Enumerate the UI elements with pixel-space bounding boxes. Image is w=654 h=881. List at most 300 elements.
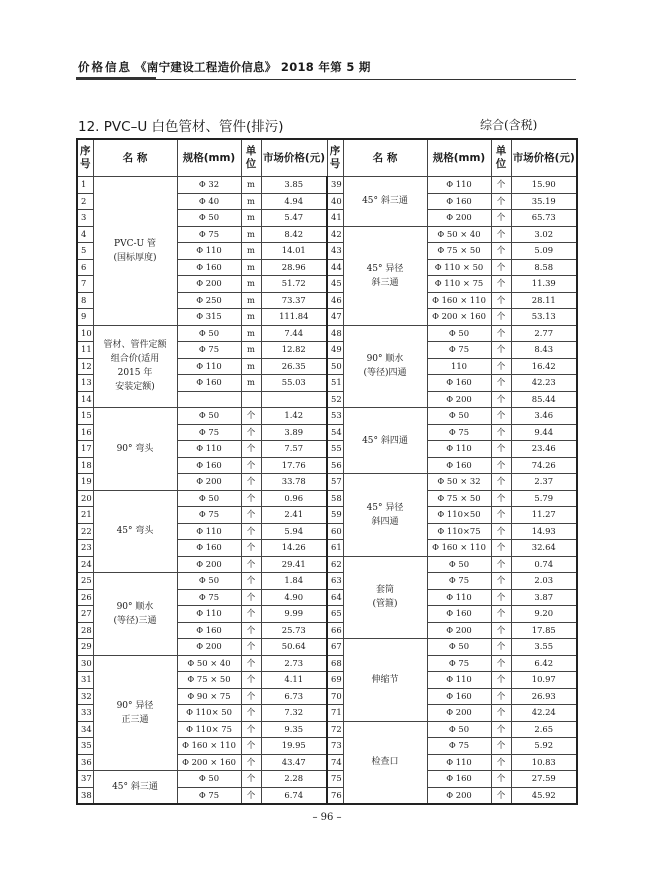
unit-cell: 个 (241, 606, 261, 623)
unit-cell: m (241, 309, 261, 326)
price-cell: 5.94 (261, 523, 327, 540)
price-cell: 65.73 (511, 210, 577, 227)
price-cell: 7.32 (261, 705, 327, 722)
unit-cell: 个 (491, 589, 511, 606)
unit-cell: 个 (491, 243, 511, 260)
col-price: 市场价格(元) (261, 139, 327, 177)
spec-cell: Φ 75 (427, 573, 491, 590)
spec-cell: Φ 110 (177, 358, 241, 375)
item-name (343, 474, 427, 557)
price-cell: 26.35 (261, 358, 327, 375)
unit-cell: 个 (491, 606, 511, 623)
item-name-line: 套筒 (375, 585, 394, 596)
unit-cell: 个 (241, 523, 261, 540)
price-cell: 6.73 (261, 688, 327, 705)
col-seq: 序号 (77, 139, 93, 177)
item-name (343, 325, 427, 408)
section-title: 12. PVC–U 白色管材、管件(排污) (78, 119, 284, 135)
spec-cell: Φ 160 (177, 540, 241, 557)
price-cell: 14.01 (261, 243, 327, 260)
spec-cell: Φ 110 (427, 441, 491, 458)
seq-cell: 62 (327, 556, 343, 573)
item-name-line: (等径)三通 (113, 615, 157, 626)
seq-cell: 63 (327, 573, 343, 590)
unit-cell: 个 (491, 177, 511, 194)
unit-cell: 个 (241, 490, 261, 507)
seq-cell: 35 (77, 738, 93, 755)
seq-cell: 57 (327, 474, 343, 491)
unit-cell: 个 (241, 507, 261, 524)
table-row (77, 325, 577, 342)
unit-cell: m (241, 177, 261, 194)
item-name-line: 90° 顺水 (366, 354, 404, 365)
seq-cell: 28 (77, 622, 93, 639)
seq-cell: 39 (327, 177, 343, 194)
item-name-line: (国标厚度) (113, 252, 157, 263)
spec-cell: Φ 50 × 40 (427, 226, 491, 243)
item-name (343, 177, 427, 227)
spec-cell: Φ 160 (177, 457, 241, 474)
spec-cell: Φ 160 (177, 622, 241, 639)
price-cell: 8.58 (511, 259, 577, 276)
seq-cell: 56 (327, 457, 343, 474)
seq-cell: 61 (327, 540, 343, 557)
seq-cell: 76 (327, 787, 343, 804)
unit-cell: 个 (241, 408, 261, 425)
seq-cell: 64 (327, 589, 343, 606)
price-cell: 9.44 (511, 424, 577, 441)
price-cell: 3.85 (261, 177, 327, 194)
price-cell: 2.03 (511, 573, 577, 590)
seq-cell: 11 (77, 342, 93, 359)
spec-cell: Φ 50 (177, 771, 241, 788)
unit-cell: 个 (241, 738, 261, 755)
item-name-line: (等径)四通 (363, 368, 407, 379)
spec-cell: Φ 200 (177, 276, 241, 293)
price-cell: 9.35 (261, 721, 327, 738)
unit-cell: 个 (241, 556, 261, 573)
seq-cell: 67 (327, 639, 343, 656)
seq-cell: 4 (77, 226, 93, 243)
spec-cell: Φ 160 (427, 688, 491, 705)
unit-cell: 个 (241, 705, 261, 722)
unit-cell: m (241, 259, 261, 276)
table-body (77, 177, 577, 805)
price-cell: 0.96 (261, 490, 327, 507)
unit-cell: 个 (241, 622, 261, 639)
unit-cell: 个 (491, 705, 511, 722)
spec-cell: Φ 75 (427, 342, 491, 359)
spec-cell: Φ 160 × 110 (177, 738, 241, 755)
spec-cell: Φ 75 (427, 655, 491, 672)
unit-cell: m (241, 292, 261, 309)
spec-cell: Φ 75 (177, 342, 241, 359)
unit-cell: 个 (241, 672, 261, 689)
spec-cell: Φ 50 (177, 408, 241, 425)
unit-cell: 个 (491, 457, 511, 474)
unit-cell: 个 (491, 424, 511, 441)
col-spec: 规格(mm) (427, 139, 491, 177)
spec-cell: Φ 75 × 50 (427, 490, 491, 507)
spec-cell: Φ 50 (427, 408, 491, 425)
spec-cell: Φ 75 (177, 226, 241, 243)
seq-cell: 5 (77, 243, 93, 260)
spec-cell: Φ 75 × 50 (177, 672, 241, 689)
seq-cell: 66 (327, 622, 343, 639)
price-cell: 26.93 (511, 688, 577, 705)
unit-cell: 个 (241, 441, 261, 458)
seq-cell: 70 (327, 688, 343, 705)
spec-cell: Φ 90 × 75 (177, 688, 241, 705)
spec-cell: Φ 200 (177, 556, 241, 573)
seq-cell: 58 (327, 490, 343, 507)
price-cell: 3.89 (261, 424, 327, 441)
unit-cell: 个 (491, 474, 511, 491)
item-name (343, 226, 427, 325)
seq-cell: 23 (77, 540, 93, 557)
seq-cell: 52 (327, 391, 343, 408)
seq-cell: 30 (77, 655, 93, 672)
item-name (343, 721, 427, 804)
seq-cell: 27 (77, 606, 93, 623)
seq-cell: 26 (77, 589, 93, 606)
unit-cell: 个 (491, 441, 511, 458)
item-name (343, 408, 427, 474)
unit-cell: 个 (241, 655, 261, 672)
price-cell: 8.43 (511, 342, 577, 359)
spec-cell: Φ 110 (427, 177, 491, 194)
price-cell: 2.28 (261, 771, 327, 788)
spec-cell: Φ 200 (427, 705, 491, 722)
seq-cell: 15 (77, 408, 93, 425)
item-name-line: 45° 斜三通 (112, 782, 158, 792)
unit-cell: 个 (241, 787, 261, 804)
unit-cell: 个 (491, 573, 511, 590)
item-name-line: 45° 斜四通 (362, 435, 408, 446)
item-name-line: 2015 年 (117, 368, 153, 379)
unit-cell: 个 (491, 540, 511, 557)
price-cell: 11.39 (511, 276, 577, 293)
spec-cell: Φ 75 (177, 424, 241, 441)
price-cell: 2.37 (511, 474, 577, 491)
seq-cell: 72 (327, 721, 343, 738)
item-name-line: 90° 弯头 (116, 443, 154, 454)
spec-cell: Φ 75 (177, 787, 241, 804)
seq-cell: 24 (77, 556, 93, 573)
section-note: 综合(含税) (480, 118, 538, 132)
seq-cell: 25 (77, 573, 93, 590)
spec-cell: Φ 200 × 160 (177, 754, 241, 771)
seq-cell: 6 (77, 259, 93, 276)
spec-cell: Φ 160 (427, 375, 491, 392)
seq-cell: 14 (77, 391, 93, 408)
unit-cell: 个 (491, 342, 511, 359)
price-cell: 14.26 (261, 540, 327, 557)
spec-cell: Φ 50 × 40 (177, 655, 241, 672)
price-cell: 27.59 (511, 771, 577, 788)
price-cell: 2.73 (261, 655, 327, 672)
spec-cell: Φ 160 (427, 457, 491, 474)
item-name (93, 408, 177, 491)
spec-cell: Φ 200 × 160 (427, 309, 491, 326)
seq-cell: 9 (77, 309, 93, 326)
seq-cell: 16 (77, 424, 93, 441)
spec-cell: Φ 50 (177, 325, 241, 342)
price-cell: 10.83 (511, 754, 577, 771)
price-cell: 4.94 (261, 193, 327, 210)
spec-cell: Φ 110 (177, 606, 241, 623)
unit-cell: m (241, 342, 261, 359)
item-name (343, 639, 427, 722)
unit-cell: 个 (491, 622, 511, 639)
price-cell: 42.24 (511, 705, 577, 722)
item-name (93, 573, 177, 656)
table-row (77, 408, 577, 425)
table-row (77, 177, 577, 194)
spec-cell: Φ 110 (177, 243, 241, 260)
unit-cell: 个 (491, 507, 511, 524)
unit-cell: 个 (491, 259, 511, 276)
spec-cell: Φ 50 (427, 639, 491, 656)
item-name (343, 556, 427, 639)
seq-cell: 55 (327, 441, 343, 458)
price-cell: 42.23 (511, 375, 577, 392)
spec-cell: Φ 315 (177, 309, 241, 326)
spec-cell: Φ 50 (177, 573, 241, 590)
price-cell: 5.09 (511, 243, 577, 260)
spec-cell: Φ 200 (427, 787, 491, 804)
price-cell: 6.42 (511, 655, 577, 672)
item-name-line: 45° 斜三通 (362, 196, 408, 207)
unit-cell: 个 (491, 639, 511, 656)
price-cell: 25.73 (261, 622, 327, 639)
unit-cell: m (241, 375, 261, 392)
seq-cell: 8 (77, 292, 93, 309)
price-cell: 1.84 (261, 573, 327, 590)
spec-cell: Φ 50 × 32 (427, 474, 491, 491)
item-name (93, 771, 177, 805)
seq-cell: 32 (77, 688, 93, 705)
unit-cell: 个 (491, 738, 511, 755)
spec-cell: 110 (427, 358, 491, 375)
spec-cell: Φ 200 (427, 622, 491, 639)
seq-cell: 48 (327, 325, 343, 342)
spec-cell: Φ 32 (177, 177, 241, 194)
item-name-line: 45° 弯头 (116, 526, 154, 537)
price-cell: 17.76 (261, 457, 327, 474)
unit-cell: 个 (241, 754, 261, 771)
price-cell: 2.77 (511, 325, 577, 342)
page-header (78, 59, 371, 75)
col-unit: 单位 (491, 139, 511, 177)
seq-cell: 1 (77, 177, 93, 194)
seq-cell: 44 (327, 259, 343, 276)
unit-cell: 个 (491, 523, 511, 540)
unit-cell: 个 (491, 754, 511, 771)
seq-cell: 73 (327, 738, 343, 755)
seq-cell: 75 (327, 771, 343, 788)
unit-cell: 个 (491, 210, 511, 227)
price-cell: 32.64 (511, 540, 577, 557)
spec-cell: Φ 50 (427, 325, 491, 342)
price-cell: 16.42 (511, 358, 577, 375)
seq-cell: 10 (77, 325, 93, 342)
table-row (77, 490, 577, 507)
spec-cell: Φ 200 (427, 210, 491, 227)
seq-cell: 12 (77, 358, 93, 375)
unit-cell (241, 391, 261, 408)
item-name-line: 安装定额) (115, 382, 155, 393)
price-cell: 3.46 (511, 408, 577, 425)
item-name-line: 管材、管件定额 (103, 340, 167, 351)
price-cell: 10.97 (511, 672, 577, 689)
item-name-line: 组合价(适用 (110, 354, 160, 365)
seq-cell: 31 (77, 672, 93, 689)
col-price: 市场价格(元) (511, 139, 577, 177)
seq-cell: 13 (77, 375, 93, 392)
price-cell: 12.82 (261, 342, 327, 359)
seq-cell: 69 (327, 672, 343, 689)
spec-cell: Φ 110×50 (427, 507, 491, 524)
price-cell: 5.47 (261, 210, 327, 227)
price-cell: 23.46 (511, 441, 577, 458)
price-cell: 3.87 (511, 589, 577, 606)
table-row (77, 573, 577, 590)
unit-cell: 个 (491, 193, 511, 210)
spec-cell: Φ 110 × 50 (427, 259, 491, 276)
seq-cell: 42 (327, 226, 343, 243)
price-cell: 9.99 (261, 606, 327, 623)
unit-cell: 个 (241, 573, 261, 590)
page-number: – 96 – (312, 812, 342, 823)
price-cell: 0.74 (511, 556, 577, 573)
spec-cell: Φ 110 (427, 754, 491, 771)
unit-cell: 个 (491, 771, 511, 788)
seq-cell: 21 (77, 507, 93, 524)
item-name-line: 斜三通 (371, 277, 399, 288)
seq-cell: 45 (327, 276, 343, 293)
unit-cell: 个 (491, 490, 511, 507)
price-cell: 85.44 (511, 391, 577, 408)
price-cell: 3.55 (511, 639, 577, 656)
price-cell: 17.85 (511, 622, 577, 639)
seq-cell: 65 (327, 606, 343, 623)
seq-cell: 50 (327, 358, 343, 375)
header-prefix: 价格信息 (78, 60, 132, 74)
price-cell: 5.92 (511, 738, 577, 755)
unit-cell: 个 (491, 226, 511, 243)
spec-cell: Φ 110 (177, 441, 241, 458)
price-cell: 11.27 (511, 507, 577, 524)
table-header-row (77, 139, 577, 177)
spec-cell: Φ 75 (177, 589, 241, 606)
unit-cell: 个 (241, 721, 261, 738)
seq-cell: 60 (327, 523, 343, 540)
price-cell: 14.93 (511, 523, 577, 540)
seq-cell: 71 (327, 705, 343, 722)
price-cell: 6.74 (261, 787, 327, 804)
seq-cell: 68 (327, 655, 343, 672)
spec-cell: Φ 110 (427, 589, 491, 606)
table-row (77, 771, 577, 788)
spec-cell: Φ 75 (177, 507, 241, 524)
col-spec: 规格(mm) (177, 139, 241, 177)
unit-cell: 个 (491, 358, 511, 375)
price-cell: 45.92 (511, 787, 577, 804)
col-unit: 单位 (241, 139, 261, 177)
spec-cell: Φ 160 (427, 606, 491, 623)
unit-cell: 个 (241, 540, 261, 557)
spec-cell: Φ 200 (427, 391, 491, 408)
price-cell: 43.47 (261, 754, 327, 771)
price-cell: 1.42 (261, 408, 327, 425)
unit-cell: m (241, 210, 261, 227)
spec-cell: Φ 160 (427, 771, 491, 788)
price-cell: 35.19 (511, 193, 577, 210)
item-name (93, 655, 177, 771)
unit-cell: 个 (491, 655, 511, 672)
item-name-line: 斜四通 (371, 516, 399, 527)
unit-cell: 个 (491, 292, 511, 309)
seq-cell: 37 (77, 771, 93, 788)
spec-cell (177, 391, 241, 408)
spec-cell: Φ 50 (177, 490, 241, 507)
price-cell: 28.96 (261, 259, 327, 276)
seq-cell: 54 (327, 424, 343, 441)
unit-cell: 个 (491, 556, 511, 573)
price-cell: 2.41 (261, 507, 327, 524)
unit-cell: m (241, 226, 261, 243)
unit-cell: 个 (241, 639, 261, 656)
price-cell: 55.03 (261, 375, 327, 392)
spec-cell: Φ 200 (177, 474, 241, 491)
seq-cell: 59 (327, 507, 343, 524)
item-name-line: PVC-U 管 (114, 238, 156, 249)
price-cell: 50.64 (261, 639, 327, 656)
price-cell: 5.79 (511, 490, 577, 507)
header-rule (76, 79, 576, 80)
seq-cell: 19 (77, 474, 93, 491)
unit-cell: 个 (491, 672, 511, 689)
unit-cell: 个 (241, 688, 261, 705)
item-name-line: 检查口 (371, 757, 399, 768)
item-name-line: 正三通 (121, 714, 149, 725)
seq-cell: 41 (327, 210, 343, 227)
seq-cell: 36 (77, 754, 93, 771)
item-name (93, 490, 177, 573)
item-name (93, 325, 177, 408)
spec-cell: Φ 50 (427, 556, 491, 573)
spec-cell: Φ 110× 50 (177, 705, 241, 722)
item-name-line: 90° 顺水 (116, 601, 154, 612)
spec-cell: Φ 75 (427, 738, 491, 755)
price-cell: 2.65 (511, 721, 577, 738)
seq-cell: 53 (327, 408, 343, 425)
price-cell (261, 391, 327, 408)
unit-cell: m (241, 325, 261, 342)
unit-cell: m (241, 358, 261, 375)
unit-cell: m (241, 243, 261, 260)
spec-cell: Φ 160 (177, 375, 241, 392)
spec-cell: Φ 200 (177, 639, 241, 656)
seq-cell: 46 (327, 292, 343, 309)
price-cell: 8.42 (261, 226, 327, 243)
spec-cell: Φ 110× 75 (177, 721, 241, 738)
col-seq: 序号 (327, 139, 343, 177)
price-table (76, 138, 578, 805)
price-cell: 74.26 (511, 457, 577, 474)
spec-cell: Φ 50 (177, 210, 241, 227)
